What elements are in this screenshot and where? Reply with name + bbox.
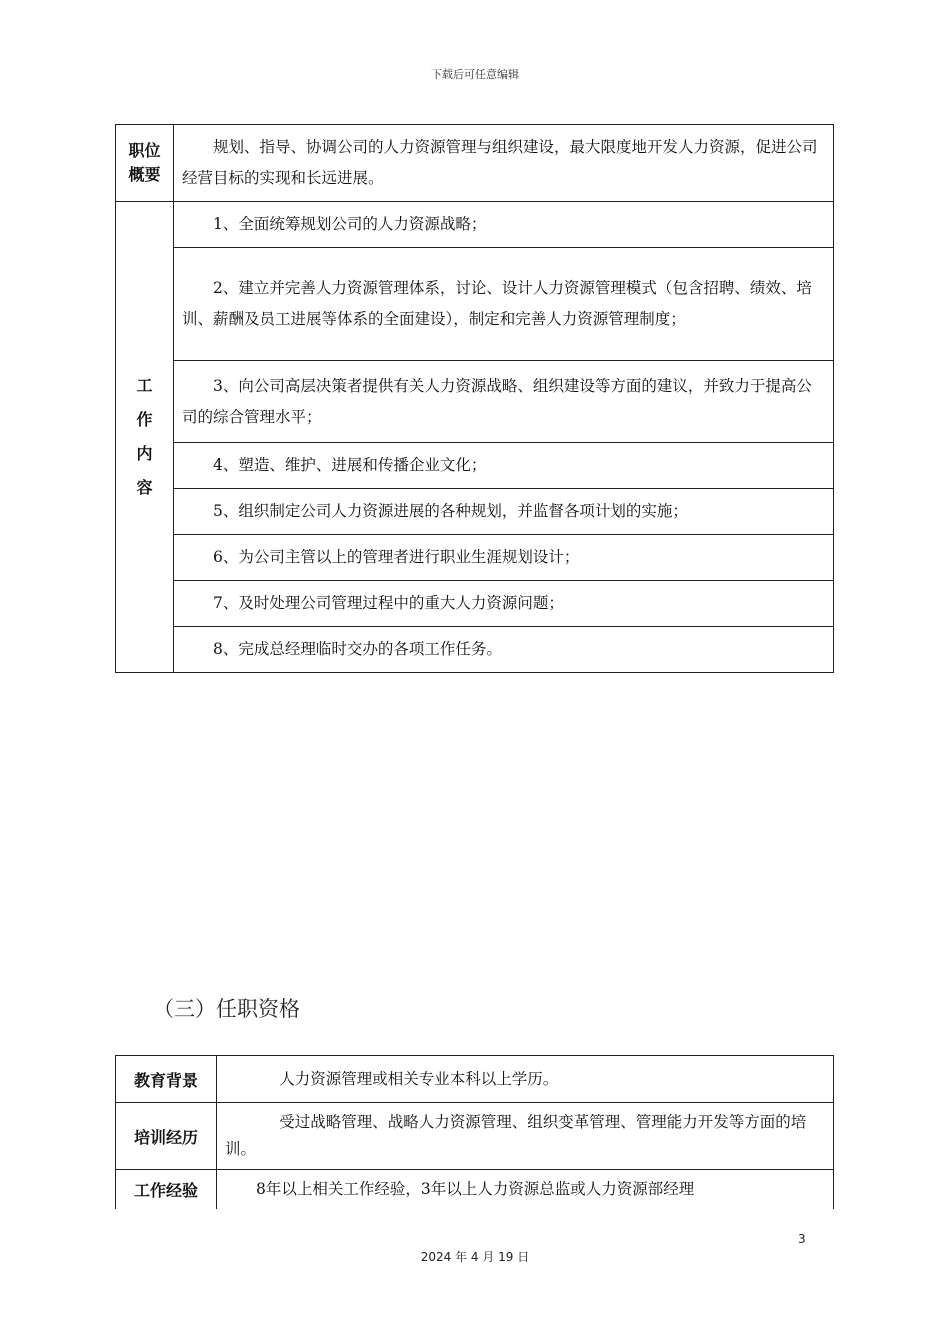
qualification-text: 受过战略管理、战略人力资源管理、组织变革管理、管理能力开发等方面的培训。 bbox=[217, 1103, 834, 1170]
work-item: 4、塑造、维护、进展和传播企业文化； bbox=[174, 443, 834, 489]
qualification-row bbox=[116, 1103, 834, 1170]
work-item-row bbox=[116, 443, 834, 489]
duties-table bbox=[115, 124, 834, 673]
work-item: 2、建立并完善人力资源管理体系，讨论、设计人力资源管理模式（包含招聘、绩效、培训、薪酬及员工进展等体系的全面建设），制定和完善人力资源管理制度； bbox=[174, 248, 834, 361]
work-item: 1、全面统筹规划公司的人力资源战略； bbox=[174, 202, 834, 248]
qualification-label: 培训经历 bbox=[116, 1103, 217, 1170]
work-item: 7、及时处理公司管理过程中的重大人力资源问题； bbox=[174, 581, 834, 627]
work-item-row bbox=[116, 361, 834, 443]
qualification-row bbox=[116, 1170, 834, 1210]
work-item: 6、为公司主管以上的管理者进行职业生涯规划设计； bbox=[174, 535, 834, 581]
section-heading: （三）任职资格 bbox=[153, 997, 300, 1021]
work-item-row bbox=[116, 535, 834, 581]
work-item-row bbox=[116, 489, 834, 535]
work-item-row bbox=[116, 627, 834, 673]
qualification-row bbox=[116, 1056, 834, 1103]
qualification-label: 教育背景 bbox=[116, 1056, 217, 1103]
summary-row bbox=[116, 125, 834, 202]
summary-label: 职位概要 bbox=[116, 125, 174, 202]
work-content-label: 工 作 内 容 bbox=[116, 202, 174, 673]
work-item-row bbox=[116, 581, 834, 627]
footer-date: 2024 年 4 月 19 日 bbox=[420, 1250, 530, 1264]
header-note: 下载后可任意编辑 bbox=[431, 68, 519, 81]
qualification-text: 8年以上相关工作经验，3年以上人力资源总监或人力资源部经理 bbox=[217, 1170, 834, 1210]
qualification-text: 人力资源管理或相关专业本科以上学历。 bbox=[217, 1056, 834, 1103]
work-item: 8、完成总经理临时交办的各项工作任务。 bbox=[174, 627, 834, 673]
page-number: 3 bbox=[798, 1232, 806, 1246]
summary-text: 规划、指导、协调公司的人力资源管理与组织建设，最大限度地开发人力资源，促进公司经营目标的实现和长远进展。 bbox=[174, 125, 834, 202]
work-item-row bbox=[116, 202, 834, 248]
work-item: 5、组织制定公司人力资源进展的各种规划，并监督各项计划的实施； bbox=[174, 489, 834, 535]
qualifications-table bbox=[115, 1055, 834, 1209]
work-item: 3、向公司高层决策者提供有关人力资源战略、组织建设等方面的建议，并致力于提高公司的综合管理水平； bbox=[174, 361, 834, 443]
work-item-row bbox=[116, 248, 834, 361]
qualification-label: 工作经验 bbox=[116, 1170, 217, 1210]
